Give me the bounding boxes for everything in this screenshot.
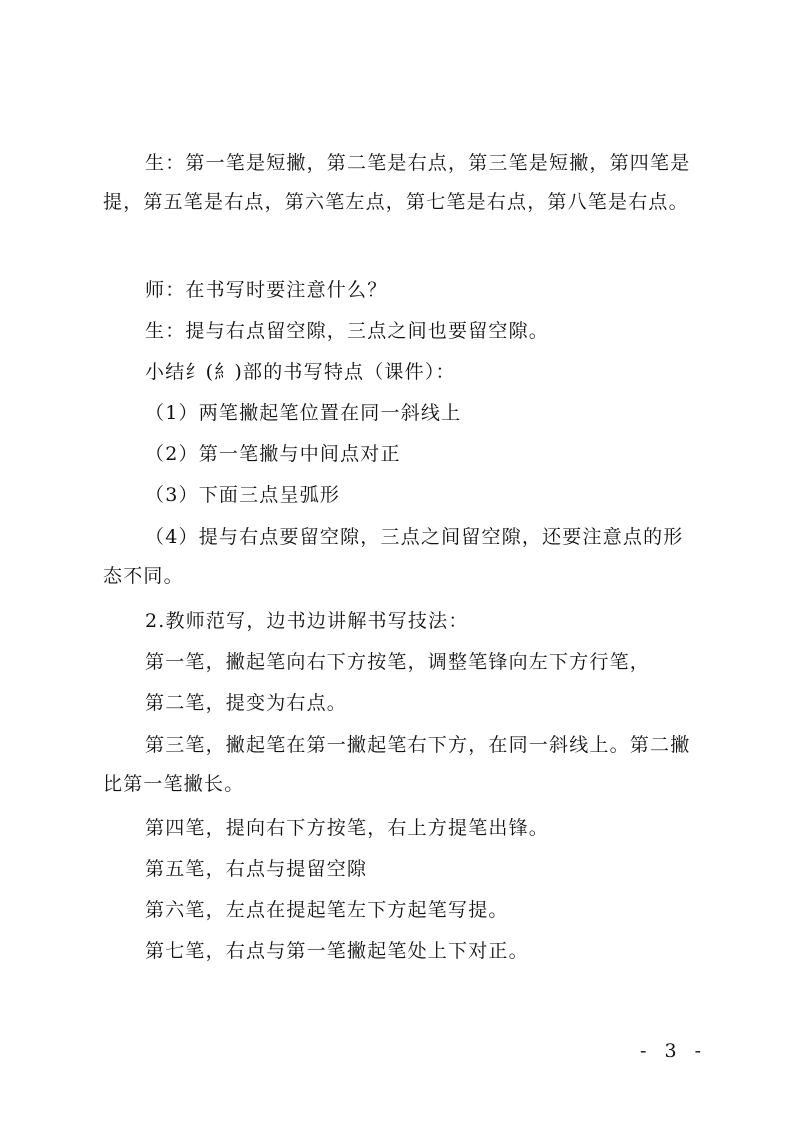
paragraph-stroke-1: 第一笔，撇起笔向右下方按笔，调整笔锋向左下方行笔， [145,651,651,673]
paragraph-summary-heading: 小结纟(糹)部的书写特点（课件）： [145,361,456,383]
paragraph-point-3: （3）下面三点呈弧形 [145,484,341,506]
paragraph-stroke-6: 第六笔，左点在提起笔左下方起笔写提。 [145,899,509,921]
paragraph-stroke-2: 第二笔，提变为右点。 [145,692,348,714]
paragraph-teacher-question: 师：在书写时要注意什么？ [145,279,388,301]
paragraph-stroke-7: 第七笔，右点与第一笔撇起笔处上下对正。 [145,940,529,962]
paragraph-student-answer-strokes: 生：第一笔是短撇，第二笔是右点，第三笔是短撇，第四笔是提，第五笔是右点，第六笔左点，第七笔是右点，第八笔是右点。 [103,152,691,213]
paragraph-stroke-5: 第五笔，右点与提留空隙 [145,858,368,880]
paragraph-point-1: （1）两笔撇起笔位置在同一斜线上 [145,402,462,424]
paragraph-stroke-4: 第四笔，提向右下方按笔，右上方提笔出锋。 [145,817,550,839]
paragraph-point-2: （2）第一笔撇与中间点对正 [145,443,401,465]
paragraph-stroke-3: 第三笔，撇起笔在第一撇起笔右下方，在同一斜线上。第二撇比第一笔撇长。 [103,734,691,795]
paragraph-demo-heading: 2.教师范写，边书边讲解书写技法： [145,610,469,632]
page-number: - 3 - [640,1040,708,1062]
paragraph-point-4: （4）提与右点要留空隙，三点之间留空隙，还要注意点的形态不同。 [103,526,684,587]
paragraph-student-answer-spacing: 生：提与右点留空隙，三点之间也要留空隙。 [145,320,550,342]
